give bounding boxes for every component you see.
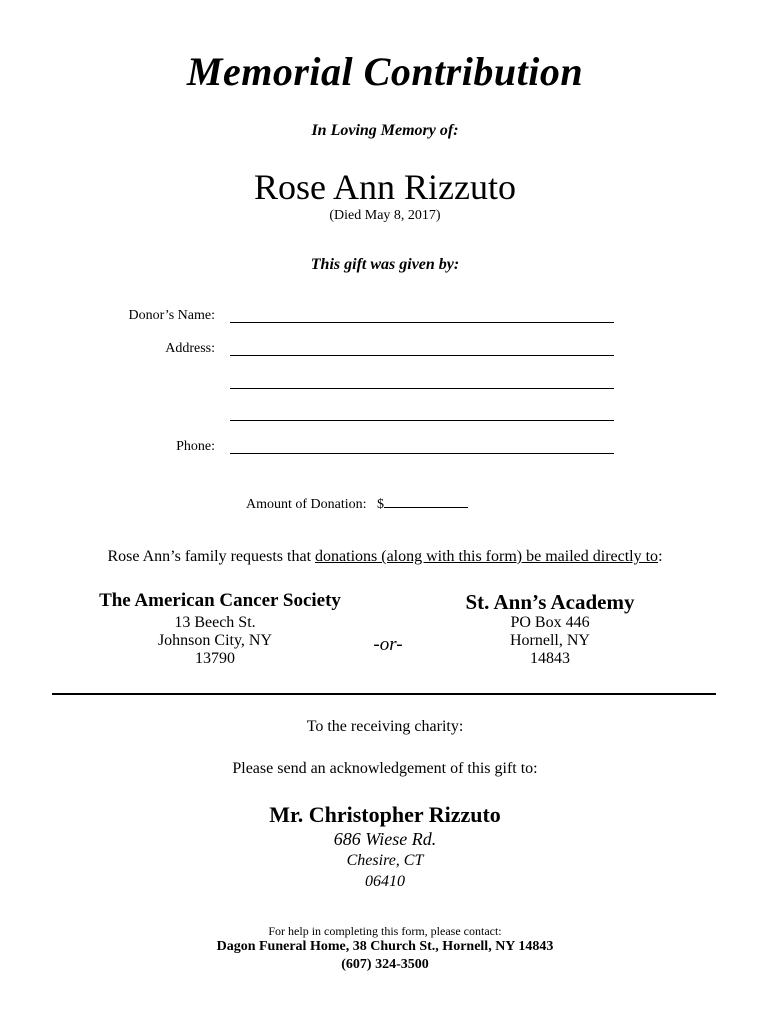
phone-label: Phone: bbox=[176, 439, 215, 454]
charity-left bbox=[60, 590, 380, 612]
amount-field[interactable] bbox=[384, 494, 468, 508]
please-send-text: Please send an acknowledgement of this gift to: bbox=[232, 760, 538, 777]
address-label: Address: bbox=[165, 341, 215, 356]
amount-row bbox=[246, 494, 468, 513]
address-field-line-2[interactable] bbox=[230, 388, 614, 389]
or-separator: -or- bbox=[373, 634, 403, 655]
amount-prefix: $ bbox=[377, 497, 385, 512]
charity-right-city: Hornell, NY bbox=[510, 632, 590, 649]
charity-left-name: The American Cancer Society bbox=[99, 590, 341, 611]
help-text: For help in completing this form, please contact: bbox=[268, 924, 502, 938]
mailing-request bbox=[0, 548, 770, 566]
amount-label: Amount of Donation: bbox=[246, 497, 367, 512]
deceased-name: Rose Ann Rizzuto bbox=[254, 167, 516, 207]
charity-right-name: St. Ann’s Academy bbox=[465, 590, 635, 614]
address-field-line-1[interactable] bbox=[230, 355, 614, 356]
charity-left-zip: 13790 bbox=[195, 650, 235, 667]
donor-name-field[interactable] bbox=[230, 322, 614, 323]
request-prefix: Rose Ann’s family requests that bbox=[107, 548, 316, 565]
charity-left-address bbox=[60, 614, 370, 668]
phone-field[interactable] bbox=[230, 453, 614, 454]
memory-of-heading: In Loving Memory of: bbox=[311, 122, 459, 139]
contact-phone: (607) 324-3500 bbox=[341, 957, 429, 972]
charity-right-street: PO Box 446 bbox=[510, 614, 590, 631]
charity-right bbox=[420, 590, 680, 615]
funeral-home-text: Dagon Funeral Home, 38 Church St., Hornell, NY 14843 bbox=[216, 939, 554, 954]
acknowledgement-name: Mr. Christopher Rizzuto bbox=[269, 802, 501, 827]
charity-right-zip: 14843 bbox=[530, 650, 570, 667]
charity-left-street: 13 Beech St. bbox=[174, 614, 256, 631]
request-suffix: : bbox=[658, 548, 663, 565]
acknowledgement-street: 686 Wiese Rd. bbox=[333, 829, 437, 849]
given-by-heading: This gift was given by: bbox=[310, 256, 460, 273]
request-underlined: donations (along with this form) be mailed directly to bbox=[315, 548, 659, 565]
page-title: Memorial Contribution bbox=[186, 49, 584, 94]
charity-right-address bbox=[430, 614, 670, 668]
section-divider bbox=[52, 693, 716, 695]
to-charity-text: To the receiving charity: bbox=[306, 718, 464, 735]
address-field-line-3[interactable] bbox=[230, 420, 614, 421]
charity-left-city: Johnson City, NY bbox=[157, 632, 273, 649]
acknowledgement-zip: 06410 bbox=[365, 873, 405, 890]
died-date: (Died May 8, 2017) bbox=[329, 208, 441, 223]
acknowledgement-city: Chesire, CT bbox=[346, 852, 424, 869]
donor-name-label: Donor’s Name: bbox=[128, 308, 215, 323]
